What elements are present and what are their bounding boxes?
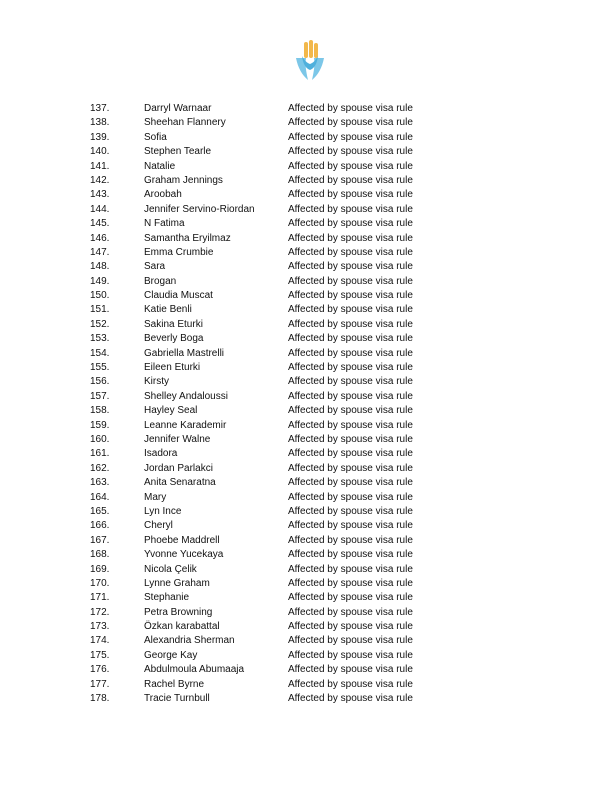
entry-number: 153. xyxy=(90,333,110,345)
entry-status: Affected by spouse visa rule xyxy=(288,534,413,546)
entry-status: Affected by spouse visa rule xyxy=(288,160,413,172)
list-item xyxy=(0,620,612,634)
entry-number: 138. xyxy=(90,117,110,129)
entry-name: Yvonne Yucekaya xyxy=(144,549,224,561)
list-item xyxy=(0,318,612,332)
list-item xyxy=(0,131,612,145)
entry-number: 169. xyxy=(90,563,110,575)
entry-number: 144. xyxy=(90,203,110,215)
list-item xyxy=(0,404,612,418)
entry-name: Rachel Byrne xyxy=(144,678,205,690)
list-item xyxy=(0,476,612,490)
entry-status: Affected by spouse visa rule xyxy=(288,419,413,431)
hands-logo-icon xyxy=(290,40,330,88)
entry-name: Alexandria Sherman xyxy=(144,635,235,647)
entry-name: Natalie xyxy=(144,160,176,172)
list-item xyxy=(0,433,612,447)
list-item xyxy=(0,519,612,533)
entry-name: Anita Senaratna xyxy=(144,477,216,489)
list-item xyxy=(0,217,612,231)
entry-number: 177. xyxy=(90,678,110,690)
entry-name: Shelley Andaloussi xyxy=(144,390,228,402)
entry-status: Affected by spouse visa rule xyxy=(288,448,413,460)
entry-number: 159. xyxy=(90,419,110,431)
entry-number: 154. xyxy=(90,347,110,359)
entry-number: 162. xyxy=(90,462,110,474)
list-item xyxy=(0,591,612,605)
entry-status: Affected by spouse visa rule xyxy=(288,520,413,532)
entry-number: 173. xyxy=(90,621,110,633)
entry-name: Abdulmoula Abumaaja xyxy=(144,664,245,676)
entry-name: Petra Browning xyxy=(144,606,213,618)
list-item xyxy=(0,375,612,389)
entry-name: Aroobah xyxy=(144,189,182,201)
entry-name: Phoebe Maddrell xyxy=(144,534,220,546)
entry-name: Katie Benli xyxy=(144,304,192,316)
list-item xyxy=(0,534,612,548)
entry-number: 155. xyxy=(90,362,110,374)
entry-number: 168. xyxy=(90,549,110,561)
entry-name: Stephen Tearle xyxy=(144,146,212,158)
entry-status: Affected by spouse visa rule xyxy=(288,621,413,633)
entry-number: 163. xyxy=(90,477,110,489)
entry-name: Sakina Eturki xyxy=(144,318,203,330)
entry-name: N Fatima xyxy=(144,218,185,230)
entry-name: George Kay xyxy=(144,649,198,661)
entry-number: 164. xyxy=(90,491,110,503)
list-item xyxy=(0,563,612,577)
list-item xyxy=(0,203,612,217)
entry-number: 150. xyxy=(90,290,110,302)
list-item xyxy=(0,663,612,677)
entry-status: Affected by spouse visa rule xyxy=(288,218,413,230)
entry-status: Affected by spouse visa rule xyxy=(288,189,413,201)
list-item xyxy=(0,160,612,174)
entry-number: 142. xyxy=(90,174,110,186)
entry-name: Darryl Warnaar xyxy=(144,103,212,114)
entry-number: 156. xyxy=(90,376,110,388)
list-item xyxy=(0,678,612,692)
entry-name: Stephanie xyxy=(144,592,190,604)
entry-status: Affected by spouse visa rule xyxy=(288,318,413,330)
entry-name: Sofia xyxy=(144,131,167,143)
list-item xyxy=(0,692,612,706)
entry-status: Affected by spouse visa rule xyxy=(288,405,413,417)
entry-number: 145. xyxy=(90,218,110,230)
entry-name: Hayley Seal xyxy=(144,405,198,417)
entry-status: Affected by spouse visa rule xyxy=(288,290,413,302)
entry-status: Affected by spouse visa rule xyxy=(288,664,413,676)
list-item xyxy=(0,188,612,202)
entry-number: 141. xyxy=(90,160,110,172)
entry-name: Isadora xyxy=(144,448,178,460)
entry-number: 147. xyxy=(90,246,110,258)
entry-status: Affected by spouse visa rule xyxy=(288,433,413,445)
entry-name: Jordan Parlakci xyxy=(144,462,213,474)
entry-number: 174. xyxy=(90,635,110,647)
list-item xyxy=(0,303,612,317)
entry-status: Affected by spouse visa rule xyxy=(288,275,413,287)
entry-name: Lyn Ince xyxy=(144,505,182,517)
list-item xyxy=(0,116,612,130)
list-item xyxy=(0,347,612,361)
list-item xyxy=(0,174,612,188)
entry-status: Affected by spouse visa rule xyxy=(288,477,413,489)
entry-name: Jennifer Walne xyxy=(144,433,211,445)
entry-number: 166. xyxy=(90,520,110,532)
entry-status: Affected by spouse visa rule xyxy=(288,376,413,388)
entry-number: 178. xyxy=(90,693,110,705)
entry-name: Sheehan Flannery xyxy=(144,117,226,129)
entry-name: Cheryl xyxy=(144,520,173,532)
list-item xyxy=(0,505,612,519)
entry-name: Özkan karabattal xyxy=(144,621,220,633)
entry-name: Samantha Eryilmaz xyxy=(144,232,231,244)
entry-name: Gabriella Mastrelli xyxy=(144,347,225,359)
list-item xyxy=(0,260,612,274)
entry-status: Affected by spouse visa rule xyxy=(288,246,413,258)
entry-name: Sara xyxy=(144,261,166,273)
list-item xyxy=(0,649,612,663)
spouse-visa-list xyxy=(0,102,612,706)
entry-number: 137. xyxy=(90,103,110,114)
entry-status: Affected by spouse visa rule xyxy=(288,304,413,316)
entry-number: 158. xyxy=(90,405,110,417)
entry-status: Affected by spouse visa rule xyxy=(288,505,413,517)
entry-status: Affected by spouse visa rule xyxy=(288,693,413,705)
entry-number: 160. xyxy=(90,433,110,445)
list-item xyxy=(0,289,612,303)
entry-status: Affected by spouse visa rule xyxy=(288,174,413,186)
list-item xyxy=(0,491,612,505)
entry-name: Nicola Çelik xyxy=(144,563,197,575)
entry-number: 170. xyxy=(90,577,110,589)
entry-status: Affected by spouse visa rule xyxy=(288,592,413,604)
entry-status: Affected by spouse visa rule xyxy=(288,549,413,561)
list-item xyxy=(0,232,612,246)
list-item xyxy=(0,548,612,562)
entry-status: Affected by spouse visa rule xyxy=(288,491,413,503)
entry-number: 172. xyxy=(90,606,110,618)
list-item xyxy=(0,145,612,159)
entry-status: Affected by spouse visa rule xyxy=(288,678,413,690)
entry-number: 171. xyxy=(90,592,110,604)
entry-name: Claudia Muscat xyxy=(144,290,213,302)
entry-status: Affected by spouse visa rule xyxy=(288,362,413,374)
entry-status: Affected by spouse visa rule xyxy=(288,117,413,129)
entry-number: 157. xyxy=(90,390,110,402)
entry-number: 165. xyxy=(90,505,110,517)
list-item xyxy=(0,246,612,260)
entry-status: Affected by spouse visa rule xyxy=(288,577,413,589)
entry-number: 143. xyxy=(90,189,110,201)
entry-number: 161. xyxy=(90,448,110,460)
list-item xyxy=(0,102,612,116)
entry-status: Affected by spouse visa rule xyxy=(288,635,413,647)
entry-status: Affected by spouse visa rule xyxy=(288,232,413,244)
entry-name: Emma Crumbie xyxy=(144,246,214,258)
entry-number: 151. xyxy=(90,304,110,316)
list-item xyxy=(0,419,612,433)
entry-number: 176. xyxy=(90,664,110,676)
list-item xyxy=(0,606,612,620)
entry-status: Affected by spouse visa rule xyxy=(288,131,413,143)
list-item xyxy=(0,577,612,591)
entry-status: Affected by spouse visa rule xyxy=(288,462,413,474)
entry-number: 139. xyxy=(90,131,110,143)
list-item xyxy=(0,634,612,648)
list-item xyxy=(0,361,612,375)
entry-status: Affected by spouse visa rule xyxy=(288,146,413,158)
entry-status: Affected by spouse visa rule xyxy=(288,390,413,402)
entry-name: Tracie Turnbull xyxy=(144,693,210,705)
entry-name: Eileen Eturki xyxy=(144,362,201,374)
entry-number: 175. xyxy=(90,649,110,661)
list-item xyxy=(0,332,612,346)
entry-status: Affected by spouse visa rule xyxy=(288,563,413,575)
entry-number: 167. xyxy=(90,534,110,546)
entry-name: Beverly Boga xyxy=(144,333,204,345)
entry-number: 148. xyxy=(90,261,110,273)
entry-number: 146. xyxy=(90,232,110,244)
entry-status: Affected by spouse visa rule xyxy=(288,333,413,345)
entry-name: Kirsty xyxy=(144,376,169,388)
entry-status: Affected by spouse visa rule xyxy=(288,649,413,661)
entry-name: Mary xyxy=(144,491,167,503)
list-item xyxy=(0,390,612,404)
entry-name: Jennifer Servino-Riordan xyxy=(144,203,255,215)
entry-number: 152. xyxy=(90,318,110,330)
entry-name: Brogan xyxy=(144,275,177,287)
entry-name: Graham Jennings xyxy=(144,174,223,186)
entry-number: 140. xyxy=(90,146,110,158)
list-item xyxy=(0,462,612,476)
entry-status: Affected by spouse visa rule xyxy=(288,347,413,359)
entry-status: Affected by spouse visa rule xyxy=(288,606,413,618)
entry-number: 149. xyxy=(90,275,110,287)
list-item xyxy=(0,275,612,289)
entry-name: Lynne Graham xyxy=(144,577,210,589)
hands-logo-graphic xyxy=(290,40,330,88)
entry-status: Affected by spouse visa rule xyxy=(288,261,413,273)
list-item xyxy=(0,447,612,461)
entry-status: Affected by spouse visa rule xyxy=(288,203,413,215)
entry-name: Leanne Karademir xyxy=(144,419,227,431)
entry-status: Affected by spouse visa rule xyxy=(288,103,413,114)
